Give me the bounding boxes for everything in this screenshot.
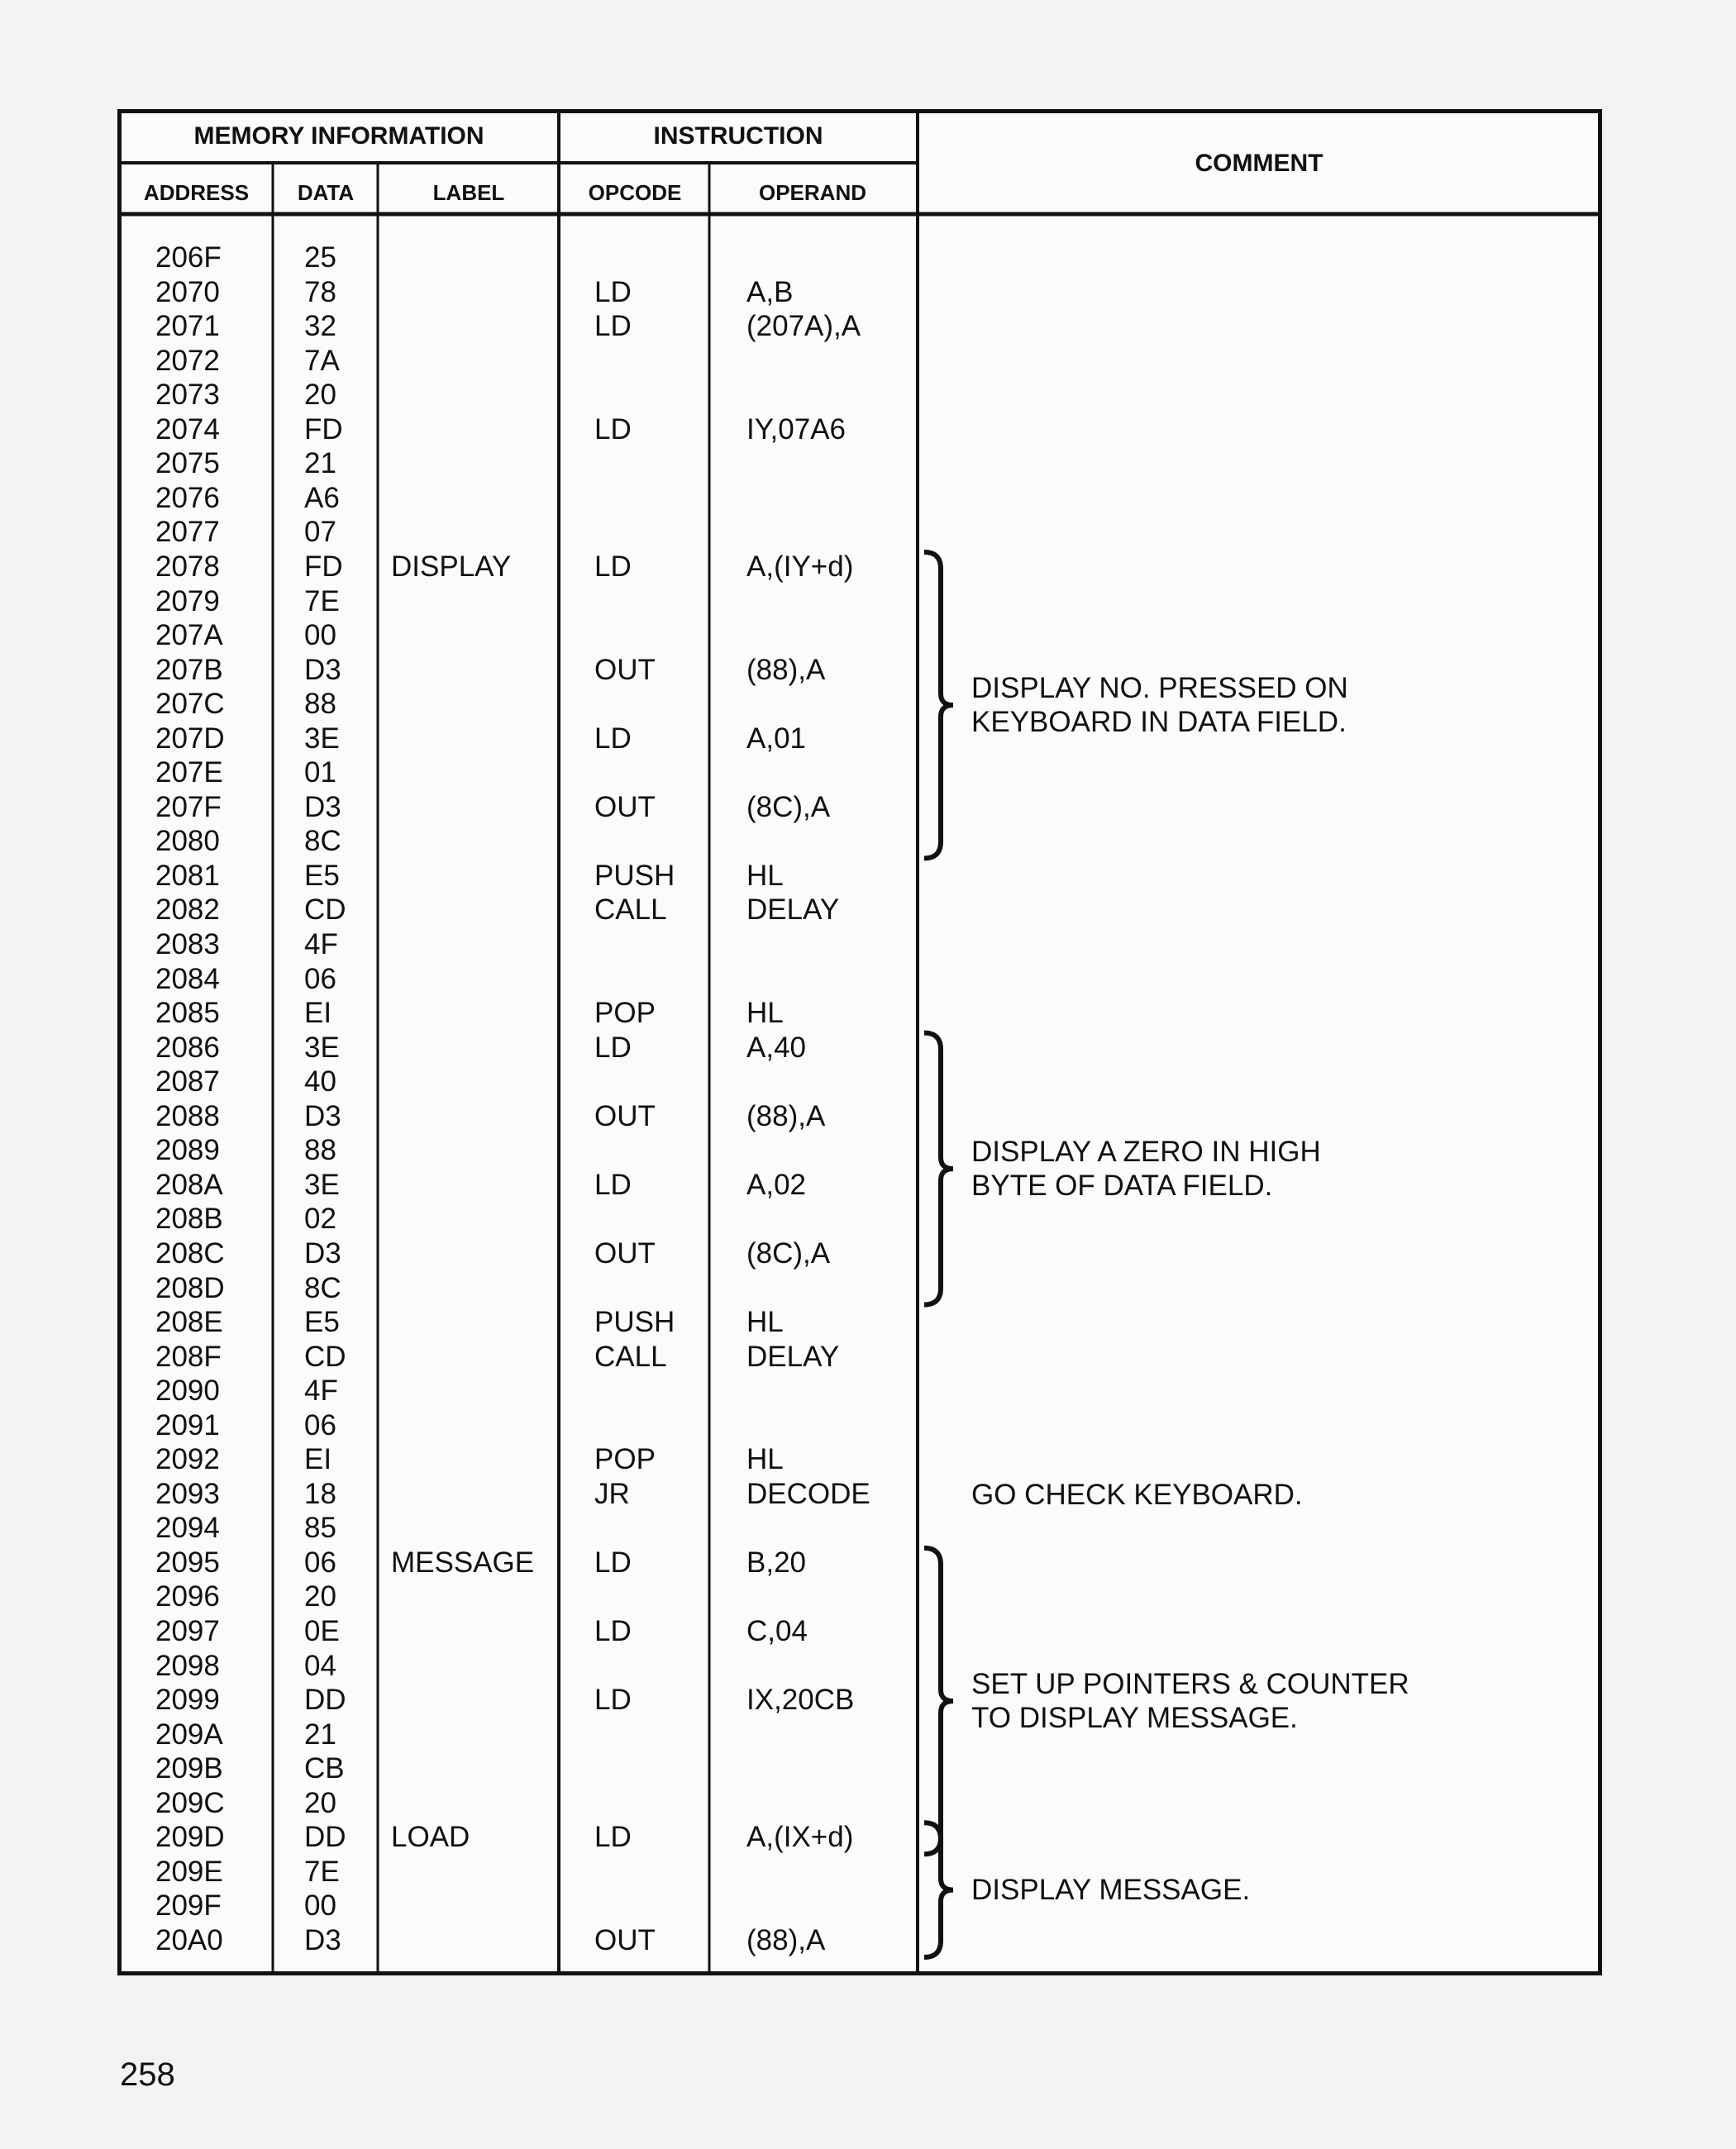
data-cell: 3E bbox=[304, 1031, 340, 1064]
data-cell: E5 bbox=[304, 1306, 340, 1339]
address-cell: 2092 bbox=[155, 1443, 220, 1476]
address-cell: 208D bbox=[155, 1271, 225, 1304]
operand-cell: C,04 bbox=[746, 1615, 808, 1647]
opcode-cell: OUT bbox=[594, 1923, 656, 1956]
address-cell: 2096 bbox=[155, 1580, 220, 1613]
address-cell: 207E bbox=[155, 756, 223, 789]
data-cell: D3 bbox=[304, 790, 341, 823]
operand-cell: A,02 bbox=[746, 1168, 806, 1201]
data-cell: A6 bbox=[304, 481, 340, 514]
data-cell: 04 bbox=[304, 1649, 336, 1682]
data-cell: D3 bbox=[304, 1099, 341, 1132]
data-cell: EI bbox=[304, 1443, 332, 1476]
operand-cell: DECODE bbox=[746, 1477, 870, 1510]
comment-text: DISPLAY MESSAGE. bbox=[971, 1874, 1251, 1907]
header-comment: COMMENT bbox=[1195, 150, 1323, 177]
operand-cell: HL bbox=[746, 997, 784, 1030]
data-cell: 02 bbox=[304, 1203, 336, 1236]
label-cell: LOAD bbox=[391, 1821, 470, 1854]
operand-cell: A,B bbox=[746, 275, 794, 308]
comment-brace bbox=[924, 1033, 953, 1305]
address-cell: 2088 bbox=[155, 1099, 220, 1132]
comment-text: GO CHECK KEYBOARD. bbox=[971, 1479, 1303, 1512]
data-cell: 7E bbox=[304, 1855, 340, 1888]
data-cell: DD bbox=[304, 1684, 346, 1717]
data-cell: 85 bbox=[304, 1512, 336, 1545]
opcode-cell: OUT bbox=[594, 1099, 656, 1132]
header-memory-information: MEMORY INFORMATION bbox=[193, 122, 484, 150]
data-cell: 21 bbox=[304, 447, 336, 480]
address-cell: 2073 bbox=[155, 379, 220, 412]
opcode-cell: LD bbox=[594, 412, 632, 446]
address-cell: 2098 bbox=[155, 1649, 220, 1682]
operand-cell: (88),A bbox=[746, 1099, 826, 1132]
address-cell: 2093 bbox=[155, 1477, 220, 1510]
opcode-cell: LD bbox=[594, 275, 632, 308]
data-cell: 20 bbox=[304, 1786, 336, 1819]
operand-cell: A,(IX+d) bbox=[746, 1821, 854, 1854]
comment-brace bbox=[924, 1548, 953, 1854]
opcode-cell: LD bbox=[594, 1615, 632, 1647]
data-cell: DD bbox=[304, 1821, 346, 1854]
operand-cell: (8C),A bbox=[746, 790, 831, 823]
opcode-cell: LD bbox=[594, 1684, 632, 1717]
operand-cell: A,40 bbox=[746, 1031, 806, 1064]
operand-cell: IY,07A6 bbox=[746, 412, 847, 446]
address-cell: 2087 bbox=[155, 1065, 220, 1098]
opcode-cell: JR bbox=[594, 1477, 630, 1510]
label-cell: DISPLAY bbox=[391, 550, 512, 583]
data-cell: 00 bbox=[304, 619, 336, 652]
address-cell: 208F bbox=[155, 1340, 222, 1373]
comment-text: DISPLAY A ZERO IN HIGH BYTE OF DATA FIELD. bbox=[971, 1136, 1321, 1203]
data-cell: 07 bbox=[304, 516, 336, 549]
data-cell: 8C bbox=[304, 825, 341, 858]
data-cell: D3 bbox=[304, 1923, 341, 1956]
opcode-cell: LD bbox=[594, 1546, 632, 1579]
address-cell: 2082 bbox=[155, 893, 220, 927]
data-cell: 3E bbox=[304, 1168, 340, 1201]
label-cell: MESSAGE bbox=[391, 1546, 535, 1579]
data-cell: 01 bbox=[304, 756, 336, 789]
address-cell: 2081 bbox=[155, 859, 220, 892]
address-cell: 2083 bbox=[155, 928, 220, 960]
opcode-cell: CALL bbox=[594, 893, 667, 927]
address-cell: 2099 bbox=[155, 1684, 220, 1717]
header-address: ADDRESS bbox=[143, 180, 250, 205]
data-cell: 7E bbox=[304, 584, 340, 617]
address-cell: 207F bbox=[155, 790, 222, 823]
address-cell: 2085 bbox=[155, 997, 220, 1030]
address-cell: 2070 bbox=[155, 275, 220, 308]
address-cell: 209B bbox=[155, 1752, 223, 1785]
opcode-cell: OUT bbox=[594, 790, 656, 823]
data-cell: FD bbox=[304, 412, 343, 446]
data-cell: 78 bbox=[304, 275, 336, 308]
address-cell: 209A bbox=[155, 1718, 223, 1751]
address-cell: 209F bbox=[155, 1889, 222, 1923]
address-cell: 2094 bbox=[155, 1512, 220, 1545]
data-cell: 3E bbox=[304, 722, 340, 755]
data-cell: FD bbox=[304, 550, 343, 583]
opcode-cell: POP bbox=[594, 1443, 656, 1476]
header-opcode: OPCODE bbox=[588, 180, 682, 205]
data-cell: 7A bbox=[304, 344, 340, 377]
address-cell: 207C bbox=[155, 688, 225, 721]
data-cell: 32 bbox=[304, 310, 336, 343]
opcode-cell: OUT bbox=[594, 653, 656, 686]
data-cell: 88 bbox=[304, 688, 336, 721]
operand-cell: A,(IY+d) bbox=[746, 550, 854, 583]
opcode-cell: PUSH bbox=[594, 1306, 675, 1339]
opcode-cell: LD bbox=[594, 722, 632, 755]
address-cell: 2079 bbox=[155, 584, 220, 617]
data-cell: 20 bbox=[304, 379, 336, 412]
comment-brace bbox=[924, 552, 953, 858]
operand-cell: HL bbox=[746, 859, 784, 892]
data-cell: 21 bbox=[304, 1718, 336, 1751]
address-cell: 20A0 bbox=[155, 1923, 223, 1956]
opcode-cell: CALL bbox=[594, 1340, 667, 1373]
address-cell: 2075 bbox=[155, 447, 220, 480]
data-cell: 06 bbox=[304, 1408, 336, 1441]
data-cell: 00 bbox=[304, 1889, 336, 1923]
data-cell: 4F bbox=[304, 928, 338, 960]
address-cell: 2080 bbox=[155, 825, 220, 858]
address-cell: 208A bbox=[155, 1168, 223, 1201]
opcode-cell: PUSH bbox=[594, 859, 675, 892]
address-cell: 2084 bbox=[155, 962, 220, 995]
page-number: 258 bbox=[120, 2056, 175, 2093]
address-cell: 207D bbox=[155, 722, 225, 755]
address-cell: 2076 bbox=[155, 481, 220, 514]
opcode-cell: POP bbox=[594, 997, 656, 1030]
data-cell: D3 bbox=[304, 653, 341, 686]
operand-cell: (88),A bbox=[746, 1923, 826, 1956]
address-cell: 209E bbox=[155, 1855, 223, 1888]
data-cell: CD bbox=[304, 1340, 346, 1373]
address-cell: 208C bbox=[155, 1237, 225, 1270]
opcode-cell: LD bbox=[594, 1821, 632, 1854]
operand-cell: (88),A bbox=[746, 653, 826, 686]
header-operand: OPERAND bbox=[758, 180, 866, 205]
data-cell: 06 bbox=[304, 962, 336, 995]
address-cell: 208B bbox=[155, 1203, 223, 1236]
header-data: DATA bbox=[297, 180, 355, 205]
opcode-cell: LD bbox=[594, 310, 632, 343]
operand-cell: DELAY bbox=[746, 893, 840, 927]
data-cell: D3 bbox=[304, 1237, 341, 1270]
operand-cell: (207A),A bbox=[746, 310, 861, 343]
address-cell: 206F bbox=[155, 241, 222, 274]
address-cell: 2077 bbox=[155, 516, 220, 549]
data-cell: 20 bbox=[304, 1580, 336, 1613]
address-cell: 208E bbox=[155, 1306, 223, 1339]
header-instruction: INSTRUCTION bbox=[653, 122, 823, 150]
address-cell: 2097 bbox=[155, 1615, 220, 1647]
comment-brace bbox=[924, 1823, 953, 1957]
header-label: LABEL bbox=[432, 180, 505, 205]
data-cell: EI bbox=[304, 997, 332, 1030]
address-cell: 207A bbox=[155, 619, 223, 652]
address-cell: 2091 bbox=[155, 1408, 220, 1441]
data-cell: CD bbox=[304, 893, 346, 927]
address-cell: 2072 bbox=[155, 344, 220, 377]
operand-cell: IX,20CB bbox=[746, 1684, 855, 1717]
comment-text: SET UP POINTERS & COUNTER TO DISPLAY MESSAGE. bbox=[971, 1668, 1409, 1735]
opcode-cell: OUT bbox=[594, 1237, 656, 1270]
operand-cell: B,20 bbox=[746, 1546, 806, 1579]
operand-cell: DELAY bbox=[746, 1340, 840, 1373]
opcode-cell: LD bbox=[594, 1031, 632, 1064]
address-cell: 2074 bbox=[155, 412, 220, 446]
data-cell: 25 bbox=[304, 241, 336, 274]
address-cell: 2071 bbox=[155, 310, 220, 343]
opcode-cell: LD bbox=[594, 550, 632, 583]
operand-cell: (8C),A bbox=[746, 1237, 831, 1270]
data-cell: 8C bbox=[304, 1271, 341, 1304]
data-cell: 4F bbox=[304, 1375, 338, 1408]
data-cell: E5 bbox=[304, 859, 340, 892]
address-cell: 2089 bbox=[155, 1134, 220, 1167]
operand-cell: HL bbox=[746, 1443, 784, 1476]
opcode-cell: LD bbox=[594, 1168, 632, 1201]
data-cell: 18 bbox=[304, 1477, 336, 1510]
data-cell: 88 bbox=[304, 1134, 336, 1167]
operand-cell: HL bbox=[746, 1306, 784, 1339]
data-cell: CB bbox=[304, 1752, 345, 1785]
address-cell: 209C bbox=[155, 1786, 225, 1819]
comment-text: DISPLAY NO. PRESSED ON KEYBOARD IN DATA FIELD. bbox=[971, 672, 1348, 739]
address-cell: 2078 bbox=[155, 550, 220, 583]
address-cell: 2086 bbox=[155, 1031, 220, 1064]
address-cell: 2090 bbox=[155, 1375, 220, 1408]
operand-cell: A,01 bbox=[746, 722, 806, 755]
data-cell: 0E bbox=[304, 1615, 340, 1647]
address-cell: 207B bbox=[155, 653, 223, 686]
data-cell: 06 bbox=[304, 1546, 336, 1579]
data-cell: 40 bbox=[304, 1065, 336, 1098]
address-cell: 209D bbox=[155, 1821, 225, 1854]
address-cell: 2095 bbox=[155, 1546, 220, 1579]
